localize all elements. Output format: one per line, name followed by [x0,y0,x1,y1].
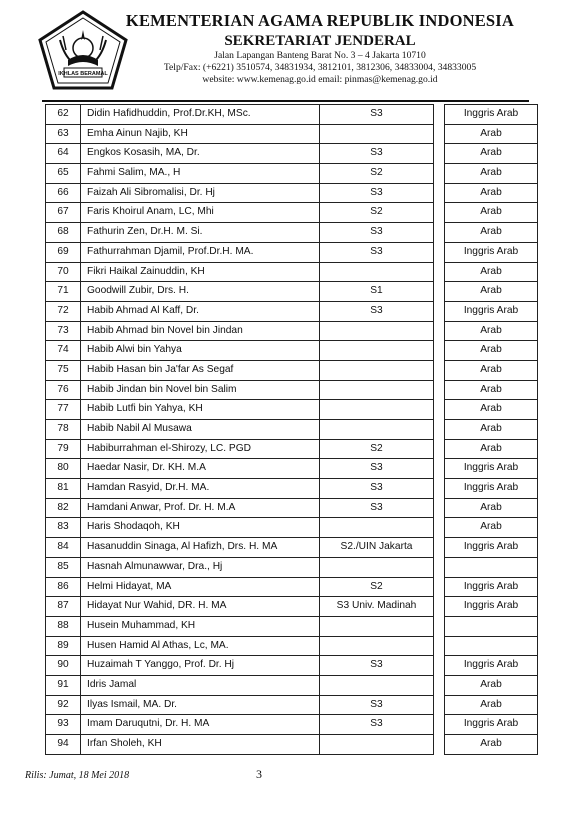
row-name: Idris Jamal [81,675,320,695]
row-number: 81 [46,479,81,499]
row-number: 93 [46,715,81,735]
row-spacer [434,538,445,558]
row-education: S3 [320,301,434,321]
header-divider [42,100,529,102]
row-name: Hidayat Nur Wahid, DR. H. MA [81,597,320,617]
table-row [46,735,538,755]
row-name: Imam Daruqutni, Dr. H. MA [81,715,320,735]
row-language: Inggris Arab [445,105,538,125]
row-number: 87 [46,597,81,617]
page-number: 3 [256,767,262,781]
row-name: Habib Jindan bin Novel bin Salim [81,380,320,400]
table-row [46,538,538,558]
row-name: Husen Hamid Al Athas, Lc, MA. [81,636,320,656]
row-spacer [434,380,445,400]
row-language: Inggris Arab [445,301,538,321]
row-education: S1 [320,282,434,302]
row-language: Arab [445,124,538,144]
row-education: S2 [320,203,434,223]
row-language: Inggris Arab [445,577,538,597]
row-name: Goodwill Zubir, Drs. H. [81,282,320,302]
row-language: Arab [445,675,538,695]
row-language [445,616,538,636]
row-number: 79 [46,439,81,459]
row-spacer [434,203,445,223]
row-education [320,124,434,144]
row-number: 86 [46,577,81,597]
row-education [320,262,434,282]
row-language: Arab [445,164,538,184]
row-spacer [434,735,445,755]
row-language [445,557,538,577]
names-table-body [46,105,538,755]
table-row [46,498,538,518]
row-language: Arab [445,144,538,164]
table-row [46,675,538,695]
table-row [46,518,538,538]
row-name: Habib Ahmad bin Novel bin Jindan [81,321,320,341]
row-education: S2 [320,577,434,597]
table-row [46,557,538,577]
row-education: S3 Univ. Madinah [320,597,434,617]
row-name: Habib Alwi bin Yahya [81,341,320,361]
row-number: 67 [46,203,81,223]
table-row [46,360,538,380]
row-education: S2 [320,164,434,184]
row-language: Inggris Arab [445,715,538,735]
row-spacer [434,262,445,282]
row-spacer [434,636,445,656]
table-row [46,105,538,125]
row-spacer [434,282,445,302]
row-number: 89 [46,636,81,656]
row-education [320,675,434,695]
row-spacer [434,675,445,695]
row-number: 75 [46,360,81,380]
row-spacer [434,695,445,715]
letterhead [0,0,575,100]
row-number: 90 [46,656,81,676]
address-line: Jalan Lapangan Banteng Barat No. 3 – 4 Jakarta 10710 [214,50,426,61]
row-education: S3 [320,105,434,125]
row-spacer [434,459,445,479]
row-name: Ilyas Ismail, MA. Dr. [81,695,320,715]
table-row [46,400,538,420]
letterhead-text [120,12,520,86]
row-name: Habib Ahmad Al Kaff, Dr. [81,301,320,321]
row-education: S3 [320,459,434,479]
row-language: Arab [445,183,538,203]
row-spacer [434,124,445,144]
table-row [46,597,538,617]
website-line: website: www.kemenag.go.id email: pinmas@kemenag.go.id [202,74,438,85]
row-spacer [434,518,445,538]
row-language: Arab [445,341,538,361]
table-row [46,341,538,361]
row-language: Inggris Arab [445,538,538,558]
row-education: S2./UIN Jakarta [320,538,434,558]
row-number: 69 [46,242,81,262]
row-education [320,400,434,420]
row-education: S3 [320,479,434,499]
svg-text:IKHLAS BERAMAL: IKHLAS BERAMAL [58,71,108,77]
row-number: 76 [46,380,81,400]
row-name: Habib Lutfi bin Yahya, KH [81,400,320,420]
row-education [320,557,434,577]
table-row [46,223,538,243]
row-education [320,735,434,755]
row-education: S2 [320,439,434,459]
row-number: 68 [46,223,81,243]
row-spacer [434,656,445,676]
row-education [320,341,434,361]
row-spacer [434,616,445,636]
row-education [320,321,434,341]
row-number: 85 [46,557,81,577]
row-education [320,380,434,400]
table-row [46,203,538,223]
row-language: Arab [445,360,538,380]
row-number: 74 [46,341,81,361]
row-education: S3 [320,242,434,262]
table-row [46,715,538,735]
ministry-name: KEMENTERIAN AGAMA REPUBLIK INDONESIA [125,11,515,30]
row-education: S3 [320,715,434,735]
row-language: Arab [445,735,538,755]
table-row [46,183,538,203]
row-spacer [434,301,445,321]
row-spacer [434,164,445,184]
table-row [46,242,538,262]
table-row [46,144,538,164]
row-number: 94 [46,735,81,755]
row-number: 64 [46,144,81,164]
row-name: Hasanuddin Sinaga, Al Hafizh, Drs. H. MA [81,538,320,558]
row-name: Habiburrahman el-Shirozy, LC. PGD [81,439,320,459]
row-language: Arab [445,695,538,715]
row-spacer [434,223,445,243]
row-language: Arab [445,203,538,223]
row-spacer [434,183,445,203]
row-spacer [434,420,445,440]
row-number: 83 [46,518,81,538]
row-spacer [434,715,445,735]
table-row [46,282,538,302]
table-row [46,636,538,656]
row-name: Hamdan Rasyid, Dr.H. MA. [81,479,320,499]
row-language: Arab [445,282,538,302]
row-education [320,420,434,440]
row-number: 92 [46,695,81,715]
row-language: Arab [445,420,538,440]
row-name: Faris Khoirul Anam, LC, Mhi [81,203,320,223]
row-education [320,360,434,380]
row-spacer [434,498,445,518]
row-spacer [434,577,445,597]
row-language: Arab [445,400,538,420]
row-language: Arab [445,380,538,400]
row-name: Habib Hasan bin Ja'far As Segaf [81,360,320,380]
row-education: S3 [320,656,434,676]
row-number: 62 [46,105,81,125]
row-spacer [434,400,445,420]
row-name: Hamdani Anwar, Prof. Dr. H. M.A [81,498,320,518]
row-name: Faizah Ali Sibromalisi, Dr. Hj [81,183,320,203]
row-spacer [434,439,445,459]
row-education: S3 [320,695,434,715]
row-spacer [434,105,445,125]
row-language: Arab [445,498,538,518]
row-spacer [434,321,445,341]
table-row [46,695,538,715]
row-language: Arab [445,518,538,538]
row-name: Emha Ainun Najib, KH [81,124,320,144]
row-name: Haedar Nasir, Dr. KH. M.A [81,459,320,479]
table-row [46,459,538,479]
row-education: S3 [320,144,434,164]
row-name: Didin Hafidhuddin, Prof.Dr.KH, MSc. [81,105,320,125]
table-row [46,479,538,499]
row-spacer [434,144,445,164]
row-spacer [434,557,445,577]
row-spacer [434,341,445,361]
row-spacer [434,597,445,617]
row-number: 78 [46,420,81,440]
row-education [320,636,434,656]
row-number: 73 [46,321,81,341]
table-row [46,439,538,459]
table-row [46,124,538,144]
row-name: Habib Nabil Al Musawa [81,420,320,440]
table-row [46,301,538,321]
row-name: Haris Shodaqoh, KH [81,518,320,538]
row-name: Husein Muhammad, KH [81,616,320,636]
row-number: 80 [46,459,81,479]
row-language: Inggris Arab [445,597,538,617]
row-language: Inggris Arab [445,479,538,499]
row-language: Inggris Arab [445,459,538,479]
row-language: Inggris Arab [445,242,538,262]
row-education [320,518,434,538]
row-number: 72 [46,301,81,321]
row-number: 65 [46,164,81,184]
row-language: Arab [445,223,538,243]
row-language: Arab [445,321,538,341]
row-number: 66 [46,183,81,203]
ministry-emblem-icon [38,10,128,92]
row-number: 91 [46,675,81,695]
row-number: 84 [46,538,81,558]
row-number: 88 [46,616,81,636]
phone-line: Telp/Fax: (+6221) 3510574, 34831934, 3812101, 3812306, 34833004, 34833005 [163,62,477,73]
row-name: Huzaimah T Yanggo, Prof. Dr. Hj [81,656,320,676]
row-name: Fahmi Salim, MA., H [81,164,320,184]
table-row [46,321,538,341]
row-name: Fikri Haikal Zainuddin, KH [81,262,320,282]
row-education [320,616,434,636]
table-row [46,616,538,636]
row-name: Engkos Kosasih, MA, Dr. [81,144,320,164]
table-row [46,380,538,400]
row-language: Arab [445,262,538,282]
row-number: 63 [46,124,81,144]
row-language: Arab [445,439,538,459]
row-name: Helmi Hidayat, MA [81,577,320,597]
row-education: S3 [320,498,434,518]
row-name: Hasnah Almunawwar, Dra., Hj [81,557,320,577]
row-name: Irfan Sholeh, KH [81,735,320,755]
row-language [445,636,538,656]
table-row [46,164,538,184]
row-number: 70 [46,262,81,282]
row-spacer [434,360,445,380]
table-row [46,262,538,282]
row-language: Inggris Arab [445,656,538,676]
table-row [46,420,538,440]
row-number: 71 [46,282,81,302]
table-row [46,577,538,597]
release-date: Rilis: Jumat, 18 Mei 2018 [25,770,130,781]
secretariat-name: SEKRETARIAT JENDERAL [224,33,416,49]
row-spacer [434,479,445,499]
row-name: Fathurrahman Djamil, Prof.Dr.H. MA. [81,242,320,262]
row-name: Fathurin Zen, Dr.H. M. Si. [81,223,320,243]
row-education: S3 [320,223,434,243]
table-row [46,656,538,676]
row-number: 82 [46,498,81,518]
names-table [45,104,538,755]
row-spacer [434,242,445,262]
row-education: S3 [320,183,434,203]
row-number: 77 [46,400,81,420]
